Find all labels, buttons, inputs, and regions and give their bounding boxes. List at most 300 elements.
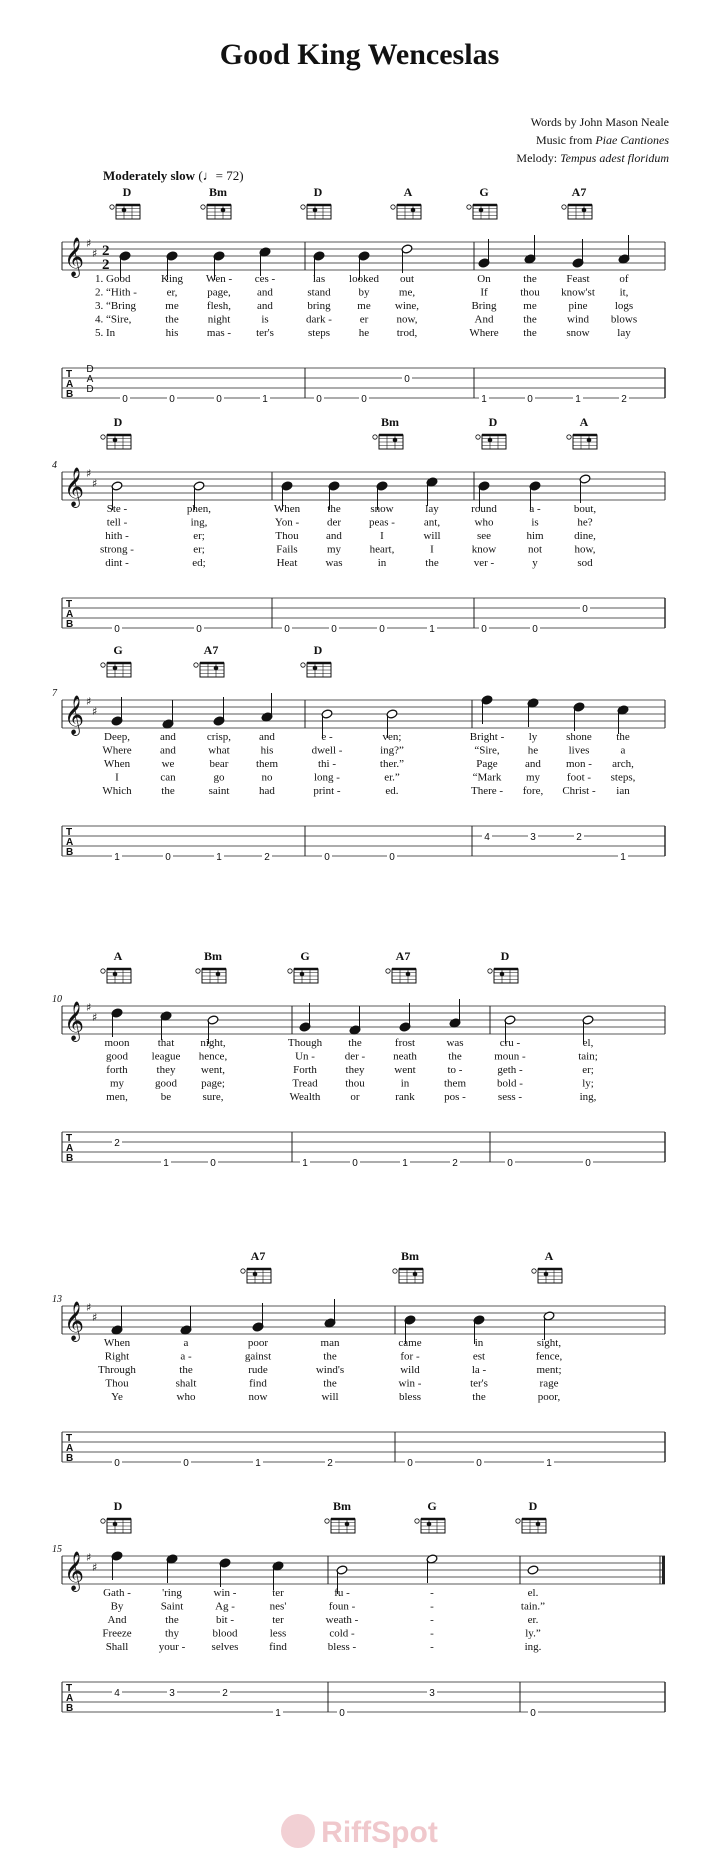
lyric-syllable: the bbox=[448, 1050, 462, 1063]
lyric-syllable: Deep, bbox=[104, 731, 130, 743]
lyric-syllable: wind's bbox=[315, 1364, 345, 1376]
lyric-syllable: now, bbox=[396, 313, 418, 326]
key-sharp: ♯ bbox=[86, 695, 92, 708]
lyric-syllable: “Sire, bbox=[474, 744, 500, 757]
measure-number: 7 bbox=[52, 688, 57, 699]
lyric-syllable: ant, bbox=[423, 516, 441, 529]
lyric-syllable: Tread bbox=[292, 1077, 318, 1090]
tab-fret-number: 0 bbox=[530, 1708, 536, 1719]
key-sharp: ♯ bbox=[86, 1301, 92, 1314]
lyric-syllable: by bbox=[358, 286, 370, 299]
lyric-syllable: saint bbox=[208, 785, 230, 797]
lyric-syllable: When bbox=[103, 758, 131, 770]
lyric-syllable: 5. In bbox=[95, 327, 116, 339]
lyric-syllable: ly.” bbox=[525, 1627, 541, 1640]
chord-diagram bbox=[288, 969, 318, 983]
lyric-syllable: bring bbox=[307, 300, 331, 312]
lyric-syllable: and bbox=[160, 731, 176, 743]
lyric-syllable: Where bbox=[469, 327, 499, 339]
lyric-syllable: And bbox=[107, 1614, 127, 1626]
lyric-syllable: me bbox=[165, 300, 179, 312]
lyric-syllable: see bbox=[476, 530, 492, 542]
tab-fret-number: 0 bbox=[407, 1458, 413, 1469]
system-5 bbox=[62, 1269, 665, 1467]
lyric-syllable: less bbox=[269, 1627, 287, 1640]
lyric-syllable: the bbox=[523, 273, 537, 285]
lyric-syllable: be bbox=[160, 1091, 172, 1103]
lyric-syllable: dint - bbox=[105, 557, 129, 569]
lyric-syllable: lay bbox=[617, 327, 631, 339]
tab-fret-number: 0 bbox=[122, 394, 128, 405]
lyric-syllable: sight, bbox=[536, 1337, 562, 1349]
lyric-syllable: foot - bbox=[566, 771, 592, 784]
lyric-syllable: poor bbox=[247, 1337, 269, 1349]
chord-name: A bbox=[579, 415, 589, 429]
lyric-syllable: not bbox=[527, 543, 543, 556]
tab-fret-number: 0 bbox=[404, 374, 410, 385]
lyric-syllable: sure, bbox=[202, 1091, 224, 1103]
lyric-syllable: good bbox=[106, 1050, 128, 1063]
chord-name: Bm bbox=[333, 1499, 351, 1513]
tab-label: T bbox=[66, 827, 73, 838]
tab-fret-number: 1 bbox=[402, 1158, 408, 1169]
lyric-syllable: a bbox=[620, 744, 626, 757]
tab-fret-number: 0 bbox=[379, 624, 385, 635]
lyric-syllable: der bbox=[326, 516, 342, 529]
tab-fret-number: 0 bbox=[331, 624, 337, 635]
treble-clef: 𝄞 bbox=[64, 1551, 85, 1591]
lyric-syllable: ly bbox=[528, 731, 538, 743]
lyric-syllable: Bring bbox=[471, 300, 497, 312]
lyric-syllable: rude bbox=[248, 1364, 268, 1376]
lyric-syllable: I bbox=[115, 771, 119, 784]
lyric-syllable: my bbox=[525, 771, 541, 784]
lyric-syllable: 3. “Bring bbox=[95, 300, 136, 312]
final-barline bbox=[662, 1556, 665, 1584]
lyric-syllable: ian bbox=[616, 785, 630, 797]
lyric-syllable: Shall bbox=[105, 1641, 129, 1653]
chord-name: G bbox=[427, 1499, 437, 1513]
chord-name: Bm bbox=[401, 1249, 419, 1263]
lyric-syllable: tain.” bbox=[520, 1600, 546, 1613]
lyric-syllable: had bbox=[259, 785, 275, 797]
lyric-syllable: Though bbox=[287, 1037, 323, 1049]
lyric-syllable: Un - bbox=[295, 1050, 315, 1063]
lyric-syllable: was bbox=[446, 1037, 464, 1049]
lyric-syllable: 'ring bbox=[162, 1587, 182, 1599]
lyric-syllable: a bbox=[183, 1337, 189, 1349]
lyric-syllable: can bbox=[160, 771, 176, 784]
lyric-syllable: shalt bbox=[175, 1377, 197, 1390]
tab-fret-number: 0 bbox=[532, 624, 538, 635]
tab-label: A bbox=[66, 837, 74, 848]
lyric-syllable: and bbox=[160, 744, 176, 757]
tab-fret-number: 1 bbox=[216, 852, 222, 863]
tab-fret-number: 0 bbox=[169, 394, 175, 405]
tab-fret-number: 0 bbox=[183, 1458, 189, 1469]
lyric-syllable: steps, bbox=[610, 771, 636, 784]
lyric-syllable: poor, bbox=[537, 1391, 561, 1403]
lyric-syllable: print - bbox=[313, 785, 341, 797]
tab-fret-number: 0 bbox=[339, 1708, 345, 1719]
chord-name: G bbox=[113, 643, 123, 657]
lyric-syllable: 4. “Sire, bbox=[95, 313, 132, 326]
lyric-syllable: came bbox=[398, 1337, 422, 1349]
lyric-syllable: ing, bbox=[579, 1091, 597, 1103]
lyric-syllable: the bbox=[348, 1037, 362, 1049]
lyric-syllable: them bbox=[256, 758, 278, 770]
lyric-syllable: for - bbox=[400, 1350, 420, 1363]
lyric-syllable: Through bbox=[98, 1364, 136, 1376]
tab-fret-number: 0 bbox=[527, 394, 533, 405]
lyric-syllable: I bbox=[380, 530, 384, 542]
lyric-syllable: Gath - bbox=[103, 1587, 131, 1599]
chord-name: G bbox=[479, 185, 489, 199]
lyric-syllable: On bbox=[477, 273, 491, 285]
lyric-syllable: page, bbox=[207, 286, 231, 299]
tab-fret-number: 0 bbox=[582, 604, 588, 615]
time-signature-bottom: 2 bbox=[102, 257, 110, 273]
tab-fret-number: 0 bbox=[361, 394, 367, 405]
lyric-syllable: wind bbox=[567, 313, 589, 326]
lyric-syllable: Freeze bbox=[102, 1627, 132, 1640]
tab-fret-number: 2 bbox=[576, 832, 582, 843]
tab-fret-number: 2 bbox=[621, 394, 627, 405]
treble-clef: 𝄞 bbox=[64, 1301, 85, 1341]
chord-diagram bbox=[325, 1519, 355, 1533]
lyric-syllable: gainst bbox=[244, 1350, 272, 1363]
lyric-syllable: it, bbox=[619, 286, 629, 299]
lyric-syllable: er; bbox=[193, 530, 205, 542]
key-sharp: ♯ bbox=[86, 1551, 92, 1564]
lyric-syllable: ver - bbox=[473, 557, 495, 569]
lyric-syllable: foun - bbox=[328, 1600, 356, 1613]
chord-name: A bbox=[113, 949, 123, 963]
lyric-syllable: er, bbox=[166, 286, 178, 299]
lyric-syllable: went bbox=[394, 1064, 416, 1076]
lyric-syllable: find bbox=[269, 1641, 287, 1653]
lyric-syllable: in bbox=[377, 557, 387, 569]
tab-label: T bbox=[66, 369, 73, 380]
lyric-syllable: the bbox=[323, 1377, 337, 1390]
chord-diagram bbox=[101, 1519, 131, 1533]
lyric-syllable: King bbox=[161, 273, 183, 285]
lyric-syllable: bout, bbox=[573, 503, 597, 515]
lyric-syllable: the bbox=[323, 1350, 337, 1363]
lyric-syllable: round bbox=[471, 503, 497, 515]
tab-fret-number: 2 bbox=[327, 1458, 333, 1469]
measure-number: 15 bbox=[52, 1544, 62, 1555]
chord-name: D bbox=[528, 1499, 538, 1513]
lyric-syllable: bless bbox=[399, 1391, 421, 1403]
lyric-syllable: Where bbox=[102, 744, 132, 757]
lyric-syllable: long - bbox=[314, 771, 340, 784]
lyric-syllable: Which bbox=[102, 785, 132, 797]
lyric-syllable: Christ - bbox=[562, 785, 596, 797]
tab-fret-number: 1 bbox=[575, 394, 581, 405]
lyric-syllable: y bbox=[532, 557, 538, 569]
lyric-syllable: stand bbox=[307, 286, 331, 299]
lyric-syllable: Ag - bbox=[215, 1600, 235, 1613]
lyric-syllable: las bbox=[312, 273, 326, 285]
lyric-syllable: frost bbox=[394, 1037, 416, 1049]
tab-label: T bbox=[66, 599, 73, 610]
tab-fret-number: 0 bbox=[389, 852, 395, 863]
lyric-syllable: hence, bbox=[198, 1050, 228, 1063]
lyric-syllable: ing, bbox=[190, 516, 208, 529]
chord-diagram bbox=[110, 205, 140, 219]
chord-name: D bbox=[113, 415, 123, 429]
lyric-syllable: thy bbox=[164, 1627, 180, 1640]
lyric-syllable: shone bbox=[566, 731, 592, 743]
lyric-syllable: cru - bbox=[499, 1037, 521, 1049]
tab-fret-number: 1 bbox=[114, 852, 120, 863]
lyric-syllable: them bbox=[444, 1077, 466, 1090]
note-head bbox=[527, 1565, 539, 1575]
lyric-syllable: ed. bbox=[385, 785, 399, 797]
lyric-syllable: ter bbox=[272, 1614, 284, 1626]
lyric-syllable: win - bbox=[398, 1377, 422, 1390]
tab-fret-number: 2 bbox=[222, 1688, 228, 1699]
lyric-syllable: blood bbox=[212, 1627, 238, 1640]
chord-diagram bbox=[467, 205, 497, 219]
lyric-syllable: Page bbox=[476, 758, 498, 770]
lyric-syllable: what bbox=[208, 744, 230, 757]
lyric-syllable: geth - bbox=[497, 1064, 523, 1076]
lyric-syllable: rage bbox=[539, 1377, 559, 1390]
system-6 bbox=[62, 1519, 665, 1717]
key-sharp: ♯ bbox=[86, 1001, 92, 1014]
lyric-syllable: or bbox=[350, 1091, 360, 1103]
lyric-syllable: And bbox=[474, 313, 494, 326]
chord-diagram bbox=[393, 1269, 423, 1283]
key-sharp: ♯ bbox=[92, 1011, 98, 1024]
time-signature-top: 2 bbox=[102, 243, 110, 259]
lyric-syllable: ven; bbox=[382, 731, 402, 743]
lyric-syllable: the bbox=[165, 1614, 179, 1626]
tab-label: B bbox=[66, 847, 74, 858]
chord-diagram bbox=[196, 969, 226, 983]
lyric-syllable: moon bbox=[104, 1037, 130, 1049]
lyric-syllable: good bbox=[155, 1077, 177, 1090]
lyric-syllable: forth bbox=[106, 1064, 128, 1076]
lyric-syllable: the bbox=[523, 327, 537, 339]
lyric-syllable: tain; bbox=[578, 1050, 598, 1063]
lyric-syllable: ment; bbox=[536, 1364, 562, 1376]
lyric-syllable: your - bbox=[158, 1641, 186, 1653]
lyric-syllable: er. bbox=[527, 1614, 539, 1626]
lyric-syllable: el, bbox=[582, 1037, 594, 1049]
lyric-syllable: who bbox=[176, 1391, 196, 1403]
chord-name: D bbox=[122, 185, 132, 199]
lyric-syllable: page; bbox=[201, 1077, 225, 1090]
treble-clef: 𝄞 bbox=[64, 467, 85, 507]
lyric-syllable: they bbox=[156, 1064, 176, 1076]
lyric-syllable: fore, bbox=[522, 785, 544, 797]
chord-diagram bbox=[301, 663, 331, 677]
lyric-syllable: and bbox=[525, 758, 541, 770]
chord-name: A bbox=[403, 185, 413, 199]
song-title: Good King Wenceslas bbox=[219, 38, 500, 71]
lyric-syllable: is bbox=[261, 313, 269, 326]
lyric-syllable: win - bbox=[213, 1587, 237, 1599]
lyric-syllable: - bbox=[430, 1641, 434, 1653]
lyric-syllable: ter's bbox=[256, 327, 274, 339]
lyric-syllable: Saint bbox=[160, 1600, 184, 1613]
lyric-syllable: er bbox=[359, 313, 369, 326]
lyric-syllable: how, bbox=[574, 543, 596, 556]
lyric-syllable: pos - bbox=[444, 1091, 466, 1103]
tab-label: T bbox=[66, 1433, 73, 1444]
lyric-syllable: flesh, bbox=[206, 300, 232, 312]
lyric-syllable: know'st bbox=[561, 286, 595, 299]
lyric-syllable: out bbox=[399, 273, 415, 285]
tab-fret-number: 3 bbox=[429, 1688, 435, 1699]
tab-fret-number: 0 bbox=[352, 1158, 358, 1169]
key-sharp: ♯ bbox=[92, 1561, 98, 1574]
lyric-syllable: I bbox=[430, 543, 434, 556]
lyric-syllable: Ye bbox=[111, 1391, 123, 1403]
tab-open-string: A bbox=[86, 374, 94, 385]
tab-fret-number: 1 bbox=[620, 852, 626, 863]
tab-fret-number: 0 bbox=[165, 852, 171, 863]
lyric-syllable: man bbox=[320, 1337, 340, 1349]
chord-diagram bbox=[391, 205, 421, 219]
lyric-syllable: me bbox=[523, 300, 537, 312]
lyric-syllable: is bbox=[531, 516, 539, 529]
lyric-syllable: Forth bbox=[293, 1064, 317, 1076]
tab-fret-number: 4 bbox=[114, 1688, 120, 1699]
lyric-syllable: Right bbox=[104, 1350, 130, 1363]
tab-fret-number: 3 bbox=[169, 1688, 175, 1699]
tab-label: B bbox=[66, 1153, 74, 1164]
measure-number: 10 bbox=[52, 994, 62, 1005]
chord-name: G bbox=[300, 949, 310, 963]
chord-name: Bm bbox=[381, 415, 399, 429]
chord-name: D bbox=[113, 1499, 123, 1513]
lyric-syllable: the bbox=[616, 731, 630, 743]
music-credit: Music from Piae Cantiones bbox=[536, 133, 669, 147]
chord-diagram bbox=[194, 663, 224, 677]
lyric-syllable: a - bbox=[180, 1350, 192, 1363]
lyric-syllable: sod bbox=[577, 557, 593, 569]
lyric-syllable: thou bbox=[520, 286, 540, 299]
tab-fret-number: 4 bbox=[484, 832, 490, 843]
chord-diagram bbox=[373, 435, 403, 449]
measure-number: 4 bbox=[52, 460, 57, 471]
lyric-syllable: to - bbox=[447, 1064, 463, 1076]
lyric-syllable: looked bbox=[349, 273, 379, 285]
lyric-syllable: and bbox=[257, 286, 273, 299]
lyric-syllable: ed; bbox=[192, 557, 206, 569]
lyric-syllable: he bbox=[358, 327, 370, 339]
tab-fret-number: 0 bbox=[284, 624, 290, 635]
chord-diagram bbox=[516, 1519, 546, 1533]
lyric-syllable: now bbox=[248, 1391, 268, 1403]
lyric-syllable: 1. Good bbox=[95, 273, 131, 285]
tab-label: A bbox=[66, 1143, 74, 1154]
lyric-syllable: arch, bbox=[612, 758, 634, 770]
tab-fret-number: 0 bbox=[585, 1158, 591, 1169]
logo-icon bbox=[281, 1814, 315, 1848]
tab-fret-number: 0 bbox=[507, 1158, 513, 1169]
measure-number: 13 bbox=[52, 1294, 62, 1305]
lyric-syllable: logs bbox=[614, 300, 634, 312]
lyric-syllable: trod, bbox=[396, 327, 418, 339]
tab-fret-number: 0 bbox=[476, 1458, 482, 1469]
lyric-syllable: know bbox=[471, 543, 497, 556]
chord-name: A7 bbox=[395, 949, 411, 963]
key-sharp: ♯ bbox=[92, 247, 98, 260]
lyric-syllable: Heat bbox=[276, 557, 298, 569]
tab-fret-number: 0 bbox=[216, 394, 222, 405]
lyric-syllable: dark - bbox=[306, 313, 332, 326]
lyric-syllable: he bbox=[527, 744, 539, 757]
riffspot-logo: RiffSpot bbox=[0, 1816, 719, 1851]
lyric-syllable: er; bbox=[193, 543, 205, 556]
lyric-syllable: lay bbox=[425, 503, 439, 515]
lyric-syllable: thou bbox=[345, 1077, 365, 1090]
lyric-syllable: me bbox=[357, 300, 371, 312]
melody-credit: Melody: Tempus adest floridum bbox=[516, 151, 669, 165]
lyric-syllable: night, bbox=[200, 1037, 226, 1049]
tab-fret-number: 1 bbox=[163, 1158, 169, 1169]
lyric-syllable: - bbox=[430, 1587, 434, 1599]
tab-label: A bbox=[66, 609, 74, 620]
lyric-syllable: men, bbox=[106, 1091, 128, 1103]
lyric-syllable: was bbox=[325, 557, 343, 569]
lyric-syllable: There - bbox=[470, 785, 504, 797]
tab-fret-number: 1 bbox=[481, 394, 487, 405]
tab-fret-number: 2 bbox=[264, 852, 270, 863]
tab-label: T bbox=[66, 1683, 73, 1694]
lyric-syllable: night bbox=[207, 313, 231, 326]
lyric-syllable: dwell - bbox=[311, 744, 343, 757]
treble-clef: 𝄞 bbox=[64, 1001, 85, 1041]
lyric-syllable: Bright - bbox=[469, 731, 505, 743]
lyric-syllable: ter bbox=[272, 1587, 284, 1599]
tab-fret-number: 2 bbox=[452, 1158, 458, 1169]
lyric-syllable: - bbox=[430, 1600, 434, 1613]
tab-fret-number: 3 bbox=[530, 832, 536, 843]
lyric-syllable: of bbox=[619, 273, 629, 285]
lyric-syllable: lives bbox=[568, 744, 590, 757]
tab-fret-number: 1 bbox=[429, 624, 435, 635]
lyric-syllable: peas - bbox=[369, 516, 395, 529]
key-sharp: ♯ bbox=[92, 477, 98, 490]
treble-clef: 𝄞 bbox=[64, 695, 85, 735]
lyric-syllable: the bbox=[179, 1364, 193, 1376]
chord-diagram bbox=[386, 969, 416, 983]
lyric-syllable: By bbox=[110, 1600, 124, 1613]
tab-fret-number: 2 bbox=[114, 1138, 120, 1149]
lyric-syllable: no bbox=[261, 771, 273, 784]
chord-name: A7 bbox=[250, 1249, 266, 1263]
tab-label: A bbox=[66, 379, 74, 390]
tab-fret-number: 0 bbox=[324, 852, 330, 863]
chord-diagram bbox=[201, 205, 231, 219]
chord-name: Bm bbox=[209, 185, 227, 199]
lyric-syllable: crisp, bbox=[206, 731, 232, 743]
lyric-syllable: ces - bbox=[254, 273, 276, 285]
lyric-syllable: my bbox=[326, 543, 342, 556]
chord-diagram bbox=[101, 969, 131, 983]
lyric-syllable: der - bbox=[344, 1050, 366, 1063]
lyric-syllable: selves bbox=[211, 1641, 239, 1653]
lyric-syllable: my bbox=[109, 1077, 125, 1090]
lyric-syllable: nes' bbox=[269, 1600, 287, 1613]
lyric-syllable: Thou bbox=[105, 1377, 129, 1390]
